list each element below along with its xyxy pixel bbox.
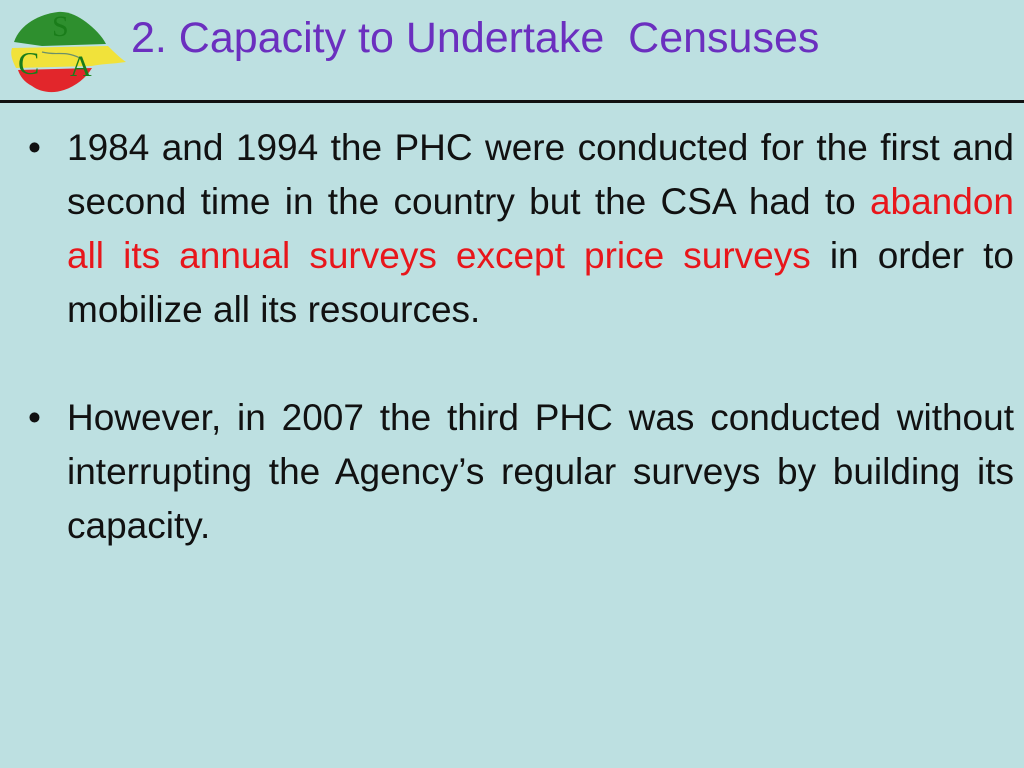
logo-letter-a: A <box>70 50 92 83</box>
title-divider <box>0 100 1024 103</box>
slide-title: 2. Capacity to Undertake Censuses <box>131 14 820 62</box>
csa-logo <box>2 2 130 100</box>
logo-letter-s: S <box>52 10 69 43</box>
bullet-highlight-text: abandon all its annual surveys except price surveys <box>67 181 1014 276</box>
bullet-item <box>24 391 1014 553</box>
logo-letter-c: C <box>18 45 40 81</box>
bullet-text: However, in 2007 the third PHC was conducted without interrupting the Agency’s regular surveys by building its capacity. <box>67 397 1014 546</box>
bullet-text-tail: in order to mobilize all its resources. <box>67 235 1015 330</box>
bullet-text-lead: 1984 and 1994 the PHC were conducted for the first and second time in the country but the CSA had to <box>67 127 1014 222</box>
bullet-item <box>24 121 1014 337</box>
bullet-list <box>24 121 1014 553</box>
bullet-marker: • <box>28 127 41 168</box>
bullet-marker: • <box>28 397 41 438</box>
